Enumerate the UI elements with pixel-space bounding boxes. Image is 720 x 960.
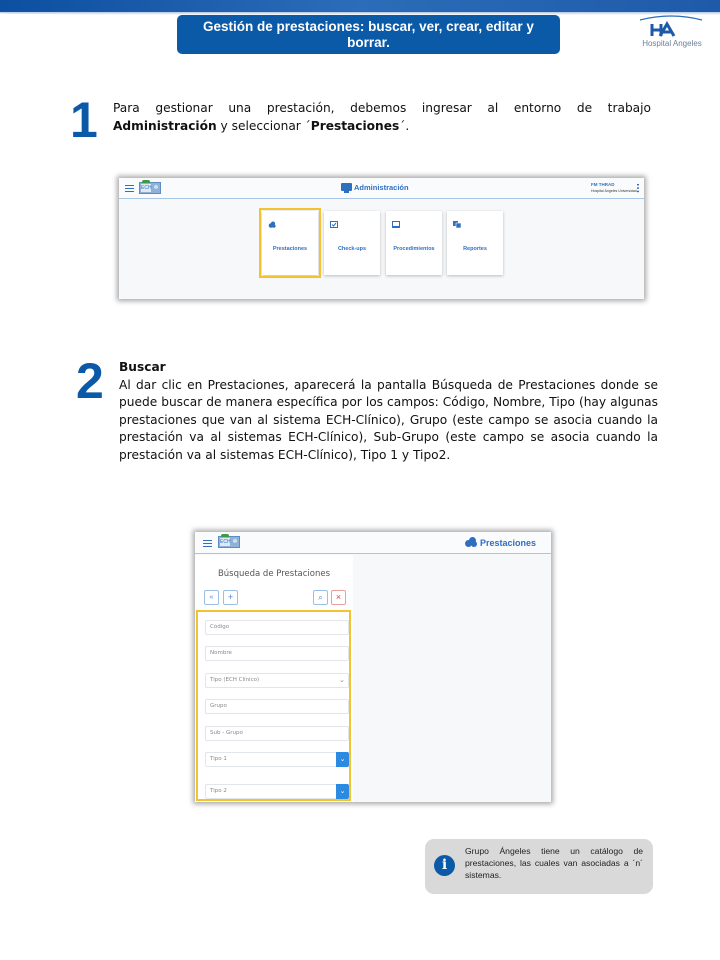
app-title-text: Prestaciones <box>480 538 537 548</box>
search-button[interactable]: ⌕ <box>313 590 328 605</box>
card-reportes[interactable] <box>447 211 503 275</box>
step-1-text-part: y seleccionar ´ <box>216 118 311 133</box>
grupo-input[interactable] <box>205 699 349 714</box>
panel-title: Búsqueda de Prestaciones <box>217 569 331 579</box>
tipo-ech-placeholder: Tipo (ECH Clínico) <box>210 677 260 683</box>
ech-logo-text: ECH <box>141 185 152 191</box>
top-decorative-band <box>0 0 720 12</box>
card-label: Check-ups <box>337 246 367 252</box>
hamburger-icon[interactable] <box>125 185 134 192</box>
tipo-1-placeholder: Tipo 1 <box>210 756 227 762</box>
ech-logo-icon <box>139 182 161 194</box>
checkbox-icon <box>330 221 338 228</box>
step-1-bold-prestaciones: Prestaciones <box>310 118 400 133</box>
app-bar <box>119 178 644 199</box>
search-form-highlight <box>196 610 351 801</box>
chevron-down-icon[interactable]: ⌄ <box>336 752 349 767</box>
administracion-screenshot <box>119 178 644 299</box>
card-prestaciones[interactable] <box>262 211 318 275</box>
book-icon <box>392 221 400 228</box>
user-name[interactable]: FM THRAD <box>591 182 615 187</box>
codigo-placeholder: Código <box>210 624 230 630</box>
hamburger-icon[interactable] <box>203 540 212 547</box>
step-1-text-part: Para gestionar una prestación, debemos ingresar al entorno de trabajo <box>113 101 651 115</box>
cloud-icon <box>465 537 478 547</box>
card-procedimientos[interactable] <box>386 211 442 275</box>
tipo-1-select[interactable] <box>205 752 349 767</box>
nombre-input[interactable] <box>205 646 349 661</box>
tipo-2-select[interactable] <box>205 784 349 799</box>
clear-button[interactable]: × <box>331 590 346 605</box>
app-title <box>341 183 409 195</box>
card-label: Procedimientos <box>393 246 435 252</box>
chevron-down-icon: ⌄ <box>339 676 345 684</box>
codigo-input[interactable] <box>205 620 349 635</box>
step-2-text <box>119 359 658 464</box>
logo-text: Hospital Angeles <box>642 39 702 48</box>
cloud-icon <box>268 221 276 228</box>
grupo-placeholder: Grupo <box>210 703 227 709</box>
note-text: Grupo Ángeles tiene un catálogo de prestaciones, las cuales van asociadas a ´n´ sistemas. <box>465 846 643 880</box>
info-icon: i <box>434 855 455 876</box>
monitor-icon <box>341 183 352 191</box>
tipo-2-placeholder: Tipo 2 <box>210 788 227 794</box>
ha-logo-icon <box>636 14 706 40</box>
ech-logo-symbol: ❄ <box>232 539 238 545</box>
hospital-angeles-logo <box>636 14 706 50</box>
ech-logo-accent <box>221 534 229 537</box>
ech-logo-text: ECH <box>220 539 231 545</box>
nombre-placeholder: Nombre <box>210 650 232 656</box>
app-title <box>465 537 536 548</box>
step-2-number: 2 <box>76 353 104 409</box>
app-bar <box>195 532 551 554</box>
ech-logo-accent <box>142 180 150 183</box>
step-2-heading: Buscar <box>119 360 166 374</box>
chevron-down-icon[interactable]: ⌄ <box>336 784 349 799</box>
app-title-text: Administración <box>354 183 409 192</box>
step-1-text <box>113 100 651 135</box>
tipo-ech-select[interactable] <box>205 673 349 688</box>
search-panel <box>195 555 353 802</box>
ech-logo-icon <box>218 536 240 548</box>
card-label: Prestaciones <box>272 246 308 252</box>
step-1-bold-administracion: Administración <box>113 118 217 133</box>
step-1-number: 1 <box>70 92 98 148</box>
collapse-button[interactable]: « <box>204 590 219 605</box>
page-title: Gestión de prestaciones: buscar, ver, crear, editar y borrar. <box>177 15 560 54</box>
card-label: Reportes <box>463 246 487 252</box>
add-button[interactable]: + <box>223 590 238 605</box>
info-note <box>425 839 653 894</box>
copy-icon <box>453 221 461 228</box>
sub-grupo-placeholder: Sub - Grupo <box>210 730 243 736</box>
user-hospital: Hospital Ángeles Universidad <box>591 189 637 193</box>
ech-logo-symbol: ❄ <box>153 185 159 191</box>
kebab-menu-icon[interactable] <box>637 183 639 193</box>
card-check-ups[interactable] <box>324 211 380 275</box>
busqueda-prestaciones-screenshot <box>195 532 551 802</box>
step-1-text-part: ´. <box>399 118 410 133</box>
step-2-body: Al dar clic en Prestaciones, aparecerá la pantalla Búsqueda de Prestaciones donde se puede buscar de manera específica por los campos: Código, Nombre, Tipo (hay algunas prestaciones que van al sistema ECH-Clínico), Grupo (este campo se asocia cuando la prestación va al sistemas ECH-Clínico), Sub-Grupo (este campo se asocia cuando la prestación va al sistemas ECH-Clínico), Tipo 1 y Tipo2. <box>119 377 658 462</box>
sub-grupo-input[interactable] <box>205 726 349 741</box>
